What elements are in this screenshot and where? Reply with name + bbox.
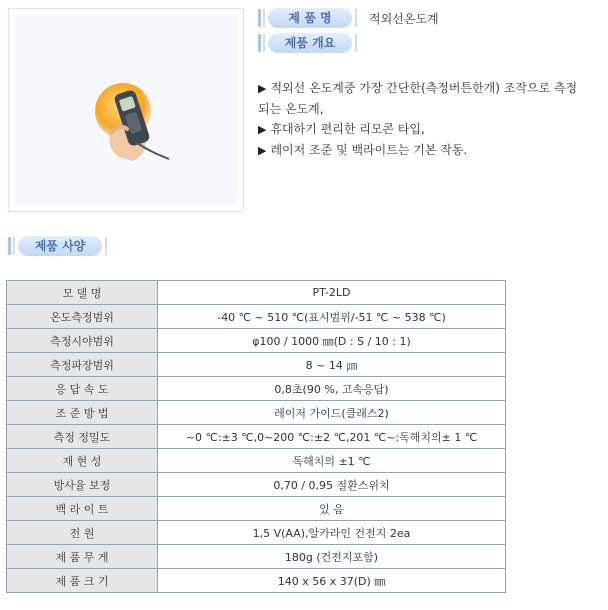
spec-label: 재 현 성 bbox=[7, 449, 158, 473]
spec-label: 온도측정범위 bbox=[7, 305, 158, 329]
table-row bbox=[7, 497, 506, 521]
product-name-value: 적외선온도계 bbox=[369, 12, 439, 26]
product-photo bbox=[15, 15, 237, 205]
bullet-arrow-icon: ▶ bbox=[258, 144, 267, 157]
table-row bbox=[7, 569, 506, 593]
spec-label: 조 준 방 법 bbox=[7, 401, 158, 425]
spec-value: 레이저 가이드(클래스2) bbox=[158, 401, 506, 425]
product-name-tag bbox=[258, 8, 362, 28]
spec-value: φ100 / 1000 ㎜(D : S / 10 : 1) bbox=[158, 329, 506, 353]
spec-value: ~0 ℃:±3 ℃,0~200 ℃:±2 ℃,201 ℃~:독해치의± 1 ℃ bbox=[158, 425, 506, 449]
product-name-label: 제 품 명 bbox=[268, 8, 352, 28]
bullet-arrow-icon: ▶ bbox=[258, 82, 267, 95]
spec-label: 모 델 명 bbox=[7, 281, 158, 305]
spec-value: PT-2LD bbox=[158, 281, 506, 305]
product-overview-tag bbox=[258, 33, 362, 53]
spec-table bbox=[6, 280, 506, 593]
spec-value: 1,5 V(AA),알카라인 건전지 2ea bbox=[158, 521, 506, 545]
thermometer-image bbox=[93, 77, 173, 167]
overview-line: ▶ 휴대하기 편리한 리모콘 타입, bbox=[258, 122, 425, 136]
table-row bbox=[7, 449, 506, 473]
spec-label: 백 라 이 트 bbox=[7, 497, 158, 521]
product-overview-label: 제품 개요 bbox=[268, 33, 352, 53]
spec-label: 측정파장범위 bbox=[7, 353, 158, 377]
spec-value: 있 음 bbox=[158, 497, 506, 521]
product-photo-frame bbox=[8, 8, 244, 212]
spec-value: 180g (건전지포함) bbox=[158, 545, 506, 569]
overview-line: 되는 온도계, bbox=[258, 102, 324, 116]
table-row bbox=[7, 473, 506, 497]
table-row bbox=[7, 281, 506, 305]
table-row bbox=[7, 305, 506, 329]
bullet-arrow-icon: ▶ bbox=[258, 123, 267, 136]
spec-value: 8 ~ 14 ㎛ bbox=[158, 353, 506, 377]
table-row bbox=[7, 545, 506, 569]
table-row bbox=[7, 521, 506, 545]
table-row bbox=[7, 329, 506, 353]
spec-label: 측정 정밀도 bbox=[7, 425, 158, 449]
spec-label: 응 답 속 도 bbox=[7, 377, 158, 401]
product-spec-label: 제품 사양 bbox=[18, 236, 102, 256]
overview-line: ▶ 적외선 온도계중 가장 간단한(측정버튼한개) 조작으로 측정 bbox=[258, 81, 578, 95]
table-row bbox=[7, 353, 506, 377]
spec-label: 제 품 무 게 bbox=[7, 545, 158, 569]
table-row bbox=[7, 401, 506, 425]
spec-value: -40 ℃ ~ 510 ℃(표시범위/-51 ℃ ~ 538 ℃) bbox=[158, 305, 506, 329]
overview-line: ▶ 레이저 조준 및 백라이트는 기본 작동. bbox=[258, 143, 468, 157]
spec-label: 방사율 보정 bbox=[7, 473, 158, 497]
spec-value: 0,8초(90 %, 고속응답) bbox=[158, 377, 506, 401]
spec-value: 140 x 56 x 37(D) ㎜ bbox=[158, 569, 506, 593]
spec-value: 독해치의 ±1 ℃ bbox=[158, 449, 506, 473]
table-row bbox=[7, 377, 506, 401]
spec-label: 제 품 크 기 bbox=[7, 569, 158, 593]
spec-label: 전 원 bbox=[7, 521, 158, 545]
product-spec-tag bbox=[8, 236, 112, 256]
spec-label: 측정시야범위 bbox=[7, 329, 158, 353]
spec-value: 0,70 / 0,95 절환스위치 bbox=[158, 473, 506, 497]
table-row bbox=[7, 425, 506, 449]
product-overview bbox=[258, 78, 598, 161]
